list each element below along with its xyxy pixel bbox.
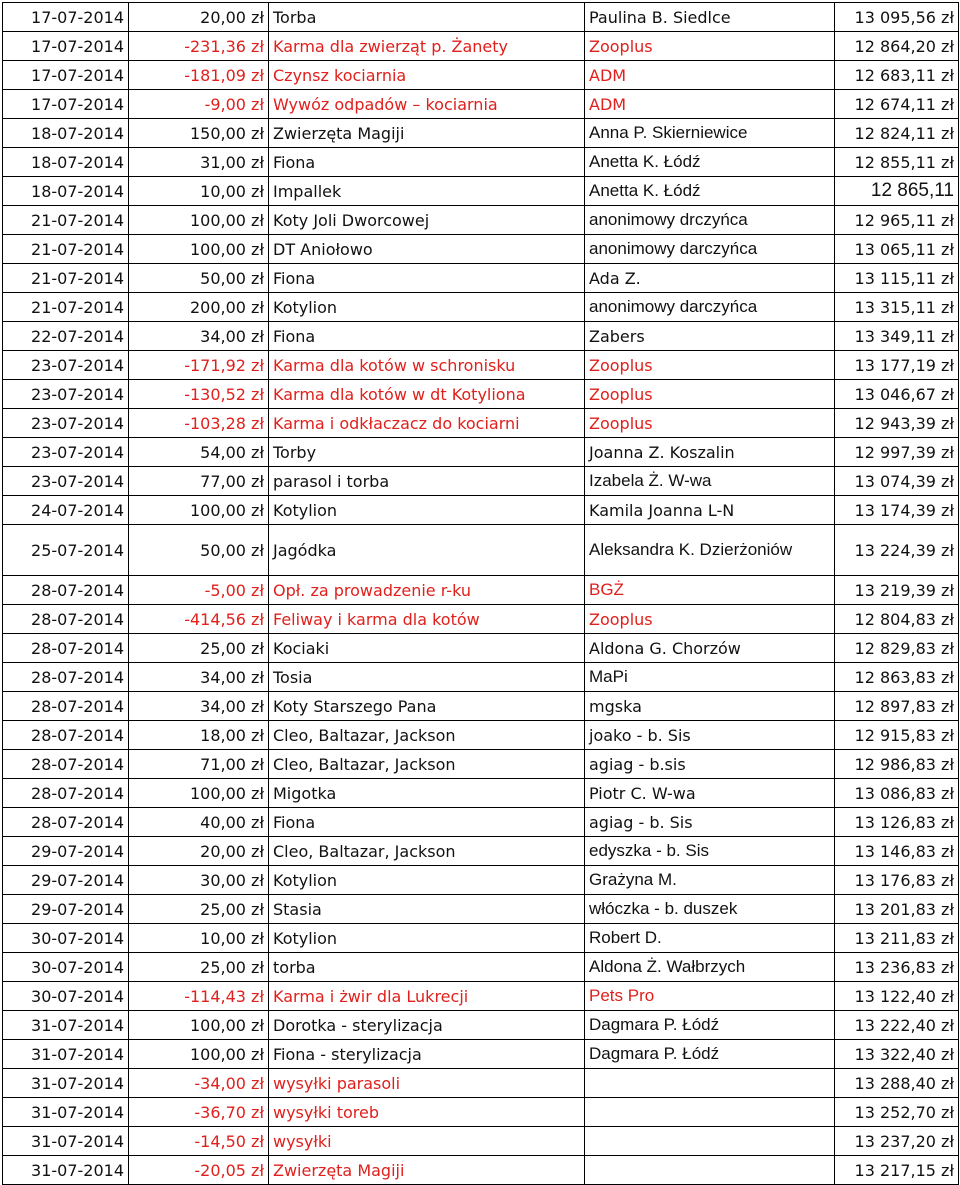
amount-cell: 20,00 zł	[129, 837, 269, 866]
date-cell: 28-07-2014	[3, 576, 129, 605]
balance-cell: 13 236,83 zł	[835, 953, 959, 982]
balance-cell: 13 146,83 zł	[835, 837, 959, 866]
amount-cell: 10,00 zł	[129, 177, 269, 206]
date-cell: 29-07-2014	[3, 866, 129, 895]
donor-cell: ADM	[585, 61, 835, 90]
table-row	[3, 721, 959, 750]
donor-cell: Ada Z.	[585, 264, 835, 293]
description-cell: Stasia	[269, 895, 585, 924]
table-row	[3, 496, 959, 525]
description-cell: Cleo, Baltazar, Jackson	[269, 721, 585, 750]
date-cell: 28-07-2014	[3, 721, 129, 750]
date-cell: 23-07-2014	[3, 438, 129, 467]
amount-cell: 34,00 zł	[129, 663, 269, 692]
balance-cell: 12 863,83 zł	[835, 663, 959, 692]
balance-cell: 12 897,83 zł	[835, 692, 959, 721]
description-cell: Karma i żwir dla Lukrecji	[269, 982, 585, 1011]
date-cell: 18-07-2014	[3, 119, 129, 148]
table-row	[3, 32, 959, 61]
date-cell: 21-07-2014	[3, 206, 129, 235]
balance-cell: 13 222,40 zł	[835, 1011, 959, 1040]
balance-cell: 13 046,67 zł	[835, 380, 959, 409]
amount-cell: -414,56 zł	[129, 605, 269, 634]
donor-cell: Aldona Ż. Wałbrzych	[585, 953, 835, 982]
table-row	[3, 953, 959, 982]
donor-cell: anonimowy darczyńca	[585, 235, 835, 264]
table-row	[3, 206, 959, 235]
balance-cell: 12 865,11	[835, 177, 959, 206]
amount-cell: -231,36 zł	[129, 32, 269, 61]
date-cell: 21-07-2014	[3, 264, 129, 293]
table-row	[3, 380, 959, 409]
table-row	[3, 467, 959, 496]
date-cell: 31-07-2014	[3, 1069, 129, 1098]
date-cell: 21-07-2014	[3, 293, 129, 322]
description-cell: Karma dla zwierząt p. Żanety	[269, 32, 585, 61]
description-cell: Zwierzęta Magiji	[269, 119, 585, 148]
table-row	[3, 1156, 959, 1185]
amount-cell: 18,00 zł	[129, 721, 269, 750]
donor-cell: Izabela Ż. W-wa	[585, 467, 835, 496]
table-row	[3, 779, 959, 808]
donor-cell: Grażyna M.	[585, 866, 835, 895]
amount-cell: 50,00 zł	[129, 264, 269, 293]
amount-cell: 40,00 zł	[129, 808, 269, 837]
donor-cell: Zooplus	[585, 380, 835, 409]
balance-cell: 13 201,83 zł	[835, 895, 959, 924]
table-row	[3, 663, 959, 692]
donor-cell: Zooplus	[585, 32, 835, 61]
description-cell: Wywóz odpadów – kociarnia	[269, 90, 585, 119]
balance-cell: 13 122,40 zł	[835, 982, 959, 1011]
amount-cell: 71,00 zł	[129, 750, 269, 779]
balance-cell: 13 095,56 zł	[835, 3, 959, 32]
table-row	[3, 692, 959, 721]
balance-cell: 12 674,11 zł	[835, 90, 959, 119]
date-cell: 21-07-2014	[3, 235, 129, 264]
description-cell: parasol i torba	[269, 467, 585, 496]
amount-cell: 77,00 zł	[129, 467, 269, 496]
description-cell: Karma dla kotów w schronisku	[269, 351, 585, 380]
date-cell: 22-07-2014	[3, 322, 129, 351]
table-row	[3, 148, 959, 177]
balance-cell: 13 219,39 zł	[835, 576, 959, 605]
amount-cell: -171,92 zł	[129, 351, 269, 380]
description-cell: Tosia	[269, 663, 585, 692]
amount-cell: 25,00 zł	[129, 953, 269, 982]
date-cell: 25-07-2014	[3, 525, 129, 576]
date-cell: 28-07-2014	[3, 779, 129, 808]
amount-cell: 200,00 zł	[129, 293, 269, 322]
date-cell: 30-07-2014	[3, 953, 129, 982]
table-row	[3, 576, 959, 605]
donor-cell: Zooplus	[585, 351, 835, 380]
amount-cell: 100,00 zł	[129, 1040, 269, 1069]
balance-cell: 12 915,83 zł	[835, 721, 959, 750]
description-cell: Torba	[269, 3, 585, 32]
balance-cell: 13 237,20 zł	[835, 1127, 959, 1156]
balance-cell: 12 864,20 zł	[835, 32, 959, 61]
donor-cell: Kamila Joanna L-N	[585, 496, 835, 525]
amount-cell: 25,00 zł	[129, 634, 269, 663]
balance-cell: 13 065,11 zł	[835, 235, 959, 264]
balance-cell: 13 217,15 zł	[835, 1156, 959, 1185]
balance-cell: 13 211,83 zł	[835, 924, 959, 953]
date-cell: 23-07-2014	[3, 351, 129, 380]
balance-cell: 12 829,83 zł	[835, 634, 959, 663]
table-row	[3, 837, 959, 866]
donor-cell: Zooplus	[585, 409, 835, 438]
description-cell: Karma i odkłaczacz do kociarni	[269, 409, 585, 438]
balance-cell: 13 086,83 zł	[835, 779, 959, 808]
description-cell: DT Aniołowo	[269, 235, 585, 264]
balance-cell: 13 074,39 zł	[835, 467, 959, 496]
table-row	[3, 119, 959, 148]
donor-cell: Robert D.	[585, 924, 835, 953]
table-row	[3, 1011, 959, 1040]
balance-cell: 12 855,11 zł	[835, 148, 959, 177]
description-cell: Cleo, Baltazar, Jackson	[269, 750, 585, 779]
description-cell: Opł. za prowadzenie r-ku	[269, 576, 585, 605]
date-cell: 28-07-2014	[3, 663, 129, 692]
balance-cell: 13 315,11 zł	[835, 293, 959, 322]
amount-cell: 25,00 zł	[129, 895, 269, 924]
date-cell: 31-07-2014	[3, 1156, 129, 1185]
date-cell: 28-07-2014	[3, 750, 129, 779]
table-row	[3, 924, 959, 953]
description-cell: Cleo, Baltazar, Jackson	[269, 837, 585, 866]
description-cell: Jagódka	[269, 525, 585, 576]
description-cell: wysyłki parasoli	[269, 1069, 585, 1098]
table-row	[3, 605, 959, 634]
date-cell: 17-07-2014	[3, 61, 129, 90]
donor-cell: MaPi	[585, 663, 835, 692]
balance-cell: 13 322,40 zł	[835, 1040, 959, 1069]
amount-cell: 100,00 zł	[129, 235, 269, 264]
donor-cell: Anetta K. Łódź	[585, 177, 835, 206]
amount-cell: 50,00 zł	[129, 525, 269, 576]
amount-cell: -34,00 zł	[129, 1069, 269, 1098]
amount-cell: -181,09 zł	[129, 61, 269, 90]
amount-cell: 150,00 zł	[129, 119, 269, 148]
description-cell: Kotylion	[269, 496, 585, 525]
donor-cell	[585, 1156, 835, 1185]
description-cell: Kotylion	[269, 924, 585, 953]
table-row	[3, 264, 959, 293]
balance-cell: 13 288,40 zł	[835, 1069, 959, 1098]
balance-cell: 13 349,11 zł	[835, 322, 959, 351]
description-cell: Fiona - sterylizacja	[269, 1040, 585, 1069]
table-row	[3, 293, 959, 322]
ledger-table	[2, 2, 959, 1185]
date-cell: 17-07-2014	[3, 32, 129, 61]
donor-cell	[585, 1127, 835, 1156]
balance-cell: 12 824,11 zł	[835, 119, 959, 148]
table-row	[3, 322, 959, 351]
amount-cell: 100,00 zł	[129, 206, 269, 235]
table-row	[3, 982, 959, 1011]
donor-cell: edyszka - b. Sis	[585, 837, 835, 866]
date-cell: 29-07-2014	[3, 895, 129, 924]
date-cell: 17-07-2014	[3, 3, 129, 32]
donor-cell: Aldona G. Chorzów	[585, 634, 835, 663]
balance-cell: 12 943,39 zł	[835, 409, 959, 438]
description-cell: torba	[269, 953, 585, 982]
balance-cell: 12 965,11 zł	[835, 206, 959, 235]
donor-cell: Pets Pro	[585, 982, 835, 1011]
donor-cell: Anetta K. Łódź	[585, 148, 835, 177]
donor-cell: Zooplus	[585, 605, 835, 634]
date-cell: 31-07-2014	[3, 1127, 129, 1156]
amount-cell: 20,00 zł	[129, 3, 269, 32]
description-cell: Kotylion	[269, 293, 585, 322]
amount-cell: -130,52 zł	[129, 380, 269, 409]
table-row	[3, 235, 959, 264]
donor-cell: Piotr C. W-wa	[585, 779, 835, 808]
description-cell: Torby	[269, 438, 585, 467]
donor-cell: BGŻ	[585, 576, 835, 605]
balance-cell: 13 126,83 zł	[835, 808, 959, 837]
table-row	[3, 895, 959, 924]
description-cell: Fiona	[269, 264, 585, 293]
date-cell: 30-07-2014	[3, 982, 129, 1011]
date-cell: 31-07-2014	[3, 1040, 129, 1069]
balance-cell: 13 252,70 zł	[835, 1098, 959, 1127]
amount-cell: -114,43 zł	[129, 982, 269, 1011]
balance-cell: 13 224,39 zł	[835, 525, 959, 576]
description-cell: Zwierzęta Magiji	[269, 1156, 585, 1185]
date-cell: 18-07-2014	[3, 177, 129, 206]
balance-cell: 12 986,83 zł	[835, 750, 959, 779]
donor-cell: Paulina B. Siedlce	[585, 3, 835, 32]
description-cell: wysyłki	[269, 1127, 585, 1156]
date-cell: 23-07-2014	[3, 380, 129, 409]
donor-cell: Aleksandra K. Dzierżoniów	[585, 525, 835, 576]
amount-cell: -5,00 zł	[129, 576, 269, 605]
date-cell: 23-07-2014	[3, 409, 129, 438]
donor-cell: Dagmara P. Łódź	[585, 1011, 835, 1040]
table-row	[3, 351, 959, 380]
description-cell: Migotka	[269, 779, 585, 808]
donor-cell: Anna P. Skierniewice	[585, 119, 835, 148]
ledger-body	[3, 3, 959, 1185]
date-cell: 28-07-2014	[3, 692, 129, 721]
description-cell: Dorotka - sterylizacja	[269, 1011, 585, 1040]
description-cell: Fiona	[269, 808, 585, 837]
date-cell: 17-07-2014	[3, 90, 129, 119]
donor-cell: anonimowy drczyńca	[585, 206, 835, 235]
amount-cell: -9,00 zł	[129, 90, 269, 119]
table-row	[3, 1040, 959, 1069]
donor-cell: ADM	[585, 90, 835, 119]
donor-cell: anonimowy darczyńca	[585, 293, 835, 322]
donor-cell: Dagmara P. Łódź	[585, 1040, 835, 1069]
table-row	[3, 525, 959, 576]
donor-cell: Joanna Z. Koszalin	[585, 438, 835, 467]
table-row	[3, 438, 959, 467]
donor-cell: agiag - b.sis	[585, 750, 835, 779]
date-cell: 24-07-2014	[3, 496, 129, 525]
amount-cell: -14,50 zł	[129, 1127, 269, 1156]
table-row	[3, 3, 959, 32]
date-cell: 29-07-2014	[3, 837, 129, 866]
amount-cell: -20,05 zł	[129, 1156, 269, 1185]
balance-cell: 12 683,11 zł	[835, 61, 959, 90]
amount-cell: 100,00 zł	[129, 1011, 269, 1040]
description-cell: Kociaki	[269, 634, 585, 663]
table-row	[3, 1069, 959, 1098]
amount-cell: -103,28 zł	[129, 409, 269, 438]
date-cell: 28-07-2014	[3, 605, 129, 634]
description-cell: Koty Joli Dworcowej	[269, 206, 585, 235]
date-cell: 28-07-2014	[3, 634, 129, 663]
table-row	[3, 90, 959, 119]
amount-cell: -36,70 zł	[129, 1098, 269, 1127]
donor-cell: mgska	[585, 692, 835, 721]
date-cell: 31-07-2014	[3, 1011, 129, 1040]
donor-cell: joako - b. Sis	[585, 721, 835, 750]
balance-cell: 12 997,39 zł	[835, 438, 959, 467]
amount-cell: 54,00 zł	[129, 438, 269, 467]
table-row	[3, 61, 959, 90]
description-cell: Impallek	[269, 177, 585, 206]
balance-cell: 13 115,11 zł	[835, 264, 959, 293]
date-cell: 28-07-2014	[3, 808, 129, 837]
description-cell: wysyłki toreb	[269, 1098, 585, 1127]
donor-cell: agiag - b. Sis	[585, 808, 835, 837]
donor-cell: Zabers	[585, 322, 835, 351]
table-row	[3, 808, 959, 837]
amount-cell: 100,00 zł	[129, 496, 269, 525]
description-cell: Koty Starszego Pana	[269, 692, 585, 721]
description-cell: Fiona	[269, 148, 585, 177]
balance-cell: 13 176,83 zł	[835, 866, 959, 895]
balance-cell: 12 804,83 zł	[835, 605, 959, 634]
table-row	[3, 409, 959, 438]
description-cell: Feliway i karma dla kotów	[269, 605, 585, 634]
date-cell: 18-07-2014	[3, 148, 129, 177]
amount-cell: 34,00 zł	[129, 322, 269, 351]
donor-cell	[585, 1098, 835, 1127]
donor-cell: włóczka - b. duszek	[585, 895, 835, 924]
amount-cell: 10,00 zł	[129, 924, 269, 953]
donor-cell	[585, 1069, 835, 1098]
description-cell: Fiona	[269, 322, 585, 351]
table-row	[3, 866, 959, 895]
balance-cell: 13 177,19 zł	[835, 351, 959, 380]
description-cell: Kotylion	[269, 866, 585, 895]
amount-cell: 100,00 zł	[129, 779, 269, 808]
balance-cell: 13 174,39 zł	[835, 496, 959, 525]
date-cell: 31-07-2014	[3, 1098, 129, 1127]
table-row	[3, 1098, 959, 1127]
description-cell: Karma dla kotów w dt Kotyliona	[269, 380, 585, 409]
amount-cell: 30,00 zł	[129, 866, 269, 895]
amount-cell: 34,00 zł	[129, 692, 269, 721]
date-cell: 23-07-2014	[3, 467, 129, 496]
description-cell: Czynsz kociarnia	[269, 61, 585, 90]
table-row	[3, 177, 959, 206]
amount-cell: 31,00 zł	[129, 148, 269, 177]
table-row	[3, 1127, 959, 1156]
date-cell: 30-07-2014	[3, 924, 129, 953]
table-row	[3, 634, 959, 663]
table-row	[3, 750, 959, 779]
